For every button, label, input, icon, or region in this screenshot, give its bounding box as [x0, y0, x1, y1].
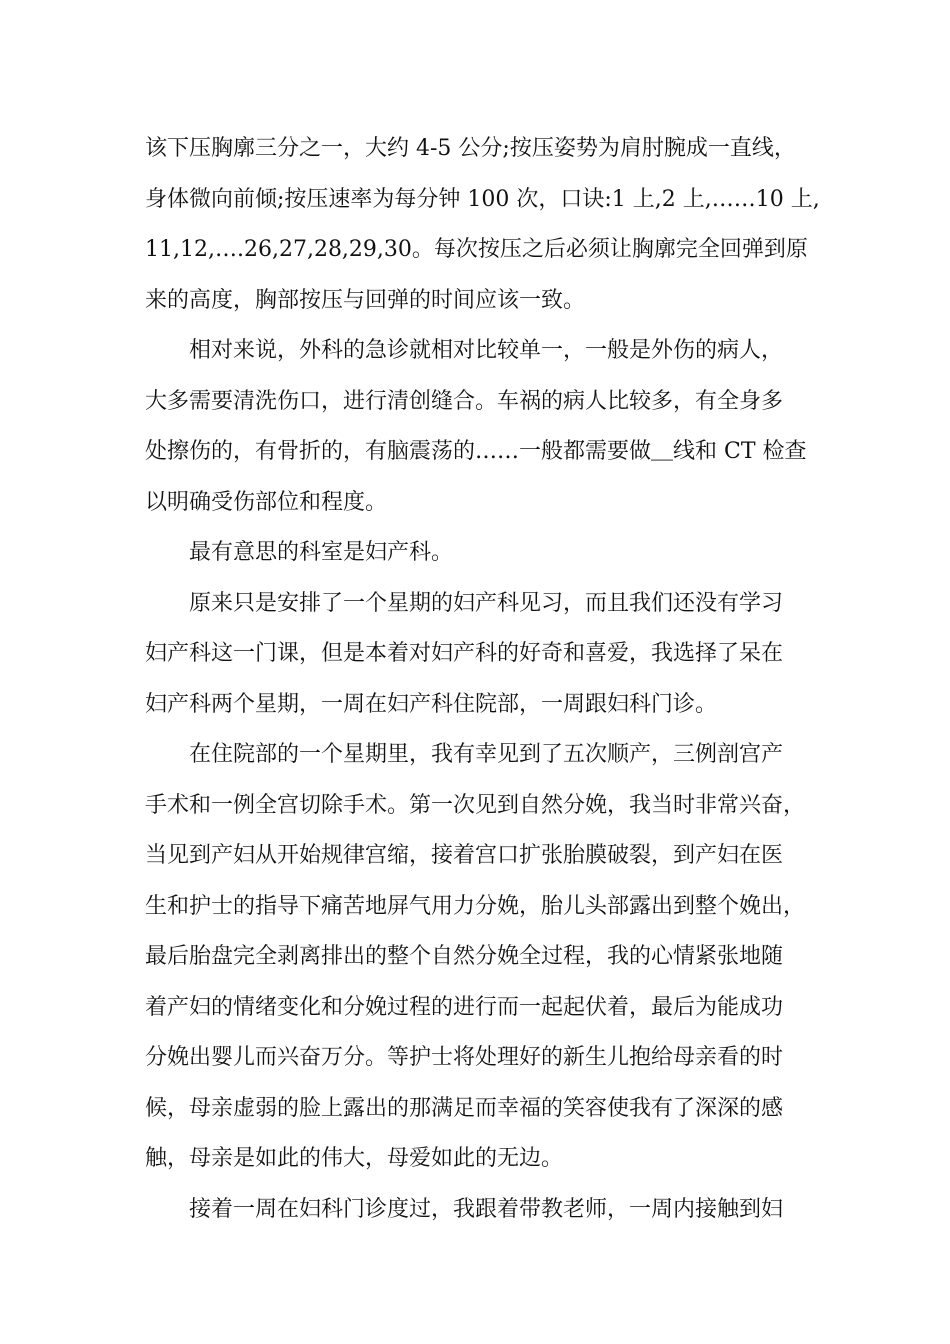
text-line: 触，母亲是如此的伟大，母爱如此的无边。 [145, 1146, 564, 1171]
text-line: 该下压胸廓三分之一，大约 4-5 公分;按压姿势为肩肘腕成一直线， [145, 136, 796, 161]
text-line: 当见到产妇从开始规律宫缩，接着宫口扩张胎膜破裂，到产妇在医 [145, 843, 784, 868]
text-line: 分娩出婴儿而兴奋万分。等护士将处理好的新生儿抱给母亲看的时 [145, 1045, 784, 1070]
document-body [145, 124, 825, 1235]
text-line: 最后胎盘完全剥离排出的整个自然分娩全过程，我的心情紧张地随 [145, 944, 784, 969]
paragraph-start-line: 原来只是安排了一个星期的妇产科见习，而且我们还没有学习 [189, 590, 784, 616]
text-line: 手术和一例全宫切除手术。第一次见到自然分娩，我当时非常兴奋， [145, 792, 806, 818]
text-line: 来的高度，胸部按压与回弹的时间应该一致。 [145, 287, 586, 313]
paragraph-start-line: 接着一周在妇科门诊度过，我跟着带教老师，一周内接触到妇 [189, 1196, 784, 1222]
text-line: 着产妇的情绪变化和分娩过程的进行而一起起伏着，最后为能成功 [145, 994, 784, 1020]
paragraph-start-line: 在住院部的一个星期里，我有幸见到了五次顺产，三例剖宫产 [189, 742, 784, 767]
text-line: 以明确受伤部位和程度。 [145, 489, 388, 515]
text-line: 候，母亲虚弱的脸上露出的那满足而幸福的笑容使我有了深深的感 [145, 1095, 784, 1121]
paragraph-start-line: 最有意思的科室是妇产科。 [189, 540, 454, 565]
paragraph-start-line: 相对来说，外科的急诊就相对比较单一，一般是外伤的病人， [189, 338, 784, 363]
text-line: 生和护士的指导下痛苦地屏气用力分娩，胎儿头部露出到整个娩出， [145, 893, 806, 919]
text-line: 大多需要清洗伤口，进行清创缝合。车祸的病人比较多，有全身多 [145, 388, 784, 414]
text-line: 妇产科两个星期，一周在妇产科住院部，一周跟妇科门诊。 [145, 691, 718, 717]
text-line: 身体微向前倾;按压速率为每分钟 100 次，口诀:1 上,2 上,……10 上, [145, 186, 820, 212]
text-line: 妇产科这一门课，但是本着对妇产科的好奇和喜爱，我选择了呆在 [145, 641, 784, 666]
text-line: 处擦伤的，有骨折的，有脑震荡的……一般都需要做＿线和 CT 检查 [145, 439, 807, 464]
text-line: 11,12,….26,27,28,29,30。每次按压之后必须让胸廓完全回弹到原 [145, 237, 808, 262]
